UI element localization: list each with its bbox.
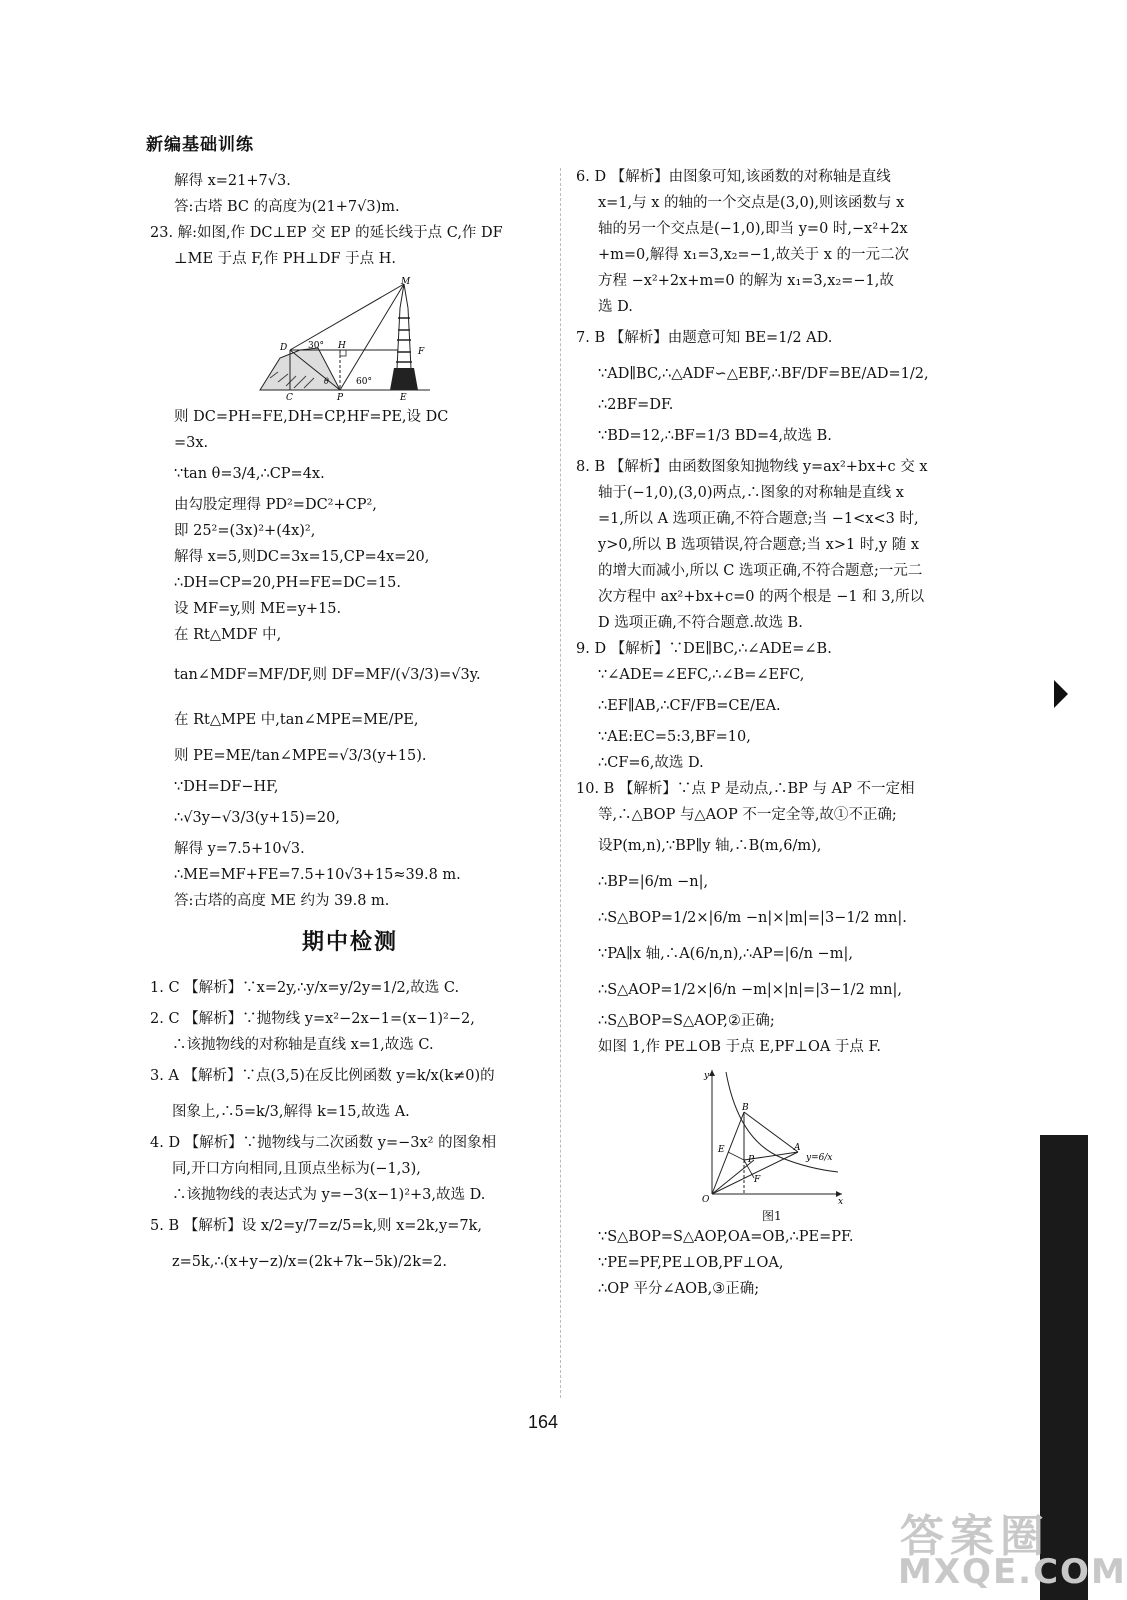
- text-line: =3x.: [174, 435, 209, 451]
- column-divider: [560, 168, 561, 1398]
- text-line: 轴于(−1,0),(3,0)两点,∴图象的对称轴是直线 x: [598, 485, 904, 501]
- text-line: 即 25²=(3x)²+(4x)²,: [174, 523, 316, 539]
- text-line: ∵AD∥BC,∴△ADF∽△EBF,∴BF/DF=BE/AD=1/2,: [598, 366, 929, 382]
- answer-5: 5. B 【解析】设 x/2=y/7=z/5=k,则 x=2k,y=7k,: [150, 1218, 483, 1234]
- text-line: ∵∠ADE=∠EFC,∴∠B=∠EFC,: [598, 667, 805, 683]
- text-line: ∴CF=6,故选 D.: [598, 755, 704, 771]
- tower-figure: [260, 277, 430, 403]
- running-header: 新编基础训练: [146, 135, 254, 155]
- text-line: =1,所以 A 选项正确,不符合题意;当 −1<x<3 时,: [598, 511, 919, 527]
- text-line: 由勾股定理得 PD²=DC²+CP²,: [174, 497, 377, 513]
- label-y-axis: y: [704, 1071, 710, 1081]
- label-x-axis: x: [838, 1197, 844, 1207]
- label-P: P: [337, 393, 344, 403]
- label-O: O: [702, 1195, 710, 1205]
- problem-23-line: 23. 解:如图,作 DC⊥EP 交 EP 的延长线于点 C,作 DF: [150, 225, 503, 241]
- text-line: ∴DH=CP=20,PH=FE=DC=15.: [174, 575, 401, 591]
- text-line: ∵BD=12,∴BF=1/3 BD=4,故选 B.: [598, 428, 832, 444]
- text-line: ∵DH=DF−HF,: [174, 779, 279, 795]
- label-F: F: [418, 347, 425, 357]
- watermark-line1: 答案圈: [900, 1511, 1050, 1562]
- label-theta: θ: [324, 377, 329, 386]
- label-H: H: [338, 341, 346, 351]
- label-B: B: [742, 1103, 749, 1113]
- text-line: ∴OP 平分∠AOB,③正确;: [598, 1281, 760, 1297]
- text-line: 解得 x=5,则DC=3x=15,CP=4x=20,: [174, 549, 430, 565]
- answer-4: 4. D 【解析】∵抛物线与二次函数 y=−3x² 的图象相: [150, 1135, 497, 1151]
- answer-7: 7. B 【解析】由题意可知 BE=1/2 AD.: [576, 330, 833, 346]
- text-line: ⊥ME 于点 F,作 PH⊥DF 于点 H.: [174, 251, 397, 267]
- text-line: 图象上,∴5=k/3,解得 k=15,故选 A.: [172, 1104, 410, 1120]
- text-line: ∴S△BOP=1/2×|6/m −n|×|m|=|3−1/2 mn|.: [598, 910, 907, 926]
- text-line: 次方程中 ax²+bx+c=0 的两个根是 −1 和 3,所以: [598, 589, 925, 605]
- text-line: 如图 1,作 PE⊥OB 于点 E,PF⊥OA 于点 F.: [598, 1039, 881, 1055]
- text-line: 在 Rt△MDF 中,: [174, 627, 282, 643]
- watermark: [890, 1500, 1127, 1596]
- text-line: 同,开口方向相同,且顶点坐标为(−1,3),: [172, 1161, 421, 1177]
- right-column: [576, 164, 978, 1302]
- text-line: 的增大而减小,所以 C 选项正确,不符合题意;一元二: [598, 563, 923, 579]
- text-line: 则 DC=PH=FE,DH=CP,HF=PE,设 DC: [174, 409, 449, 425]
- text-line: ∵PE=PF,PE⊥OB,PF⊥OA,: [598, 1255, 784, 1271]
- text-line: ∴该抛物线的表达式为 y=−3(x−1)²+3,故选 D.: [172, 1187, 486, 1203]
- text-line: ∴√3y−√3/3(y+15)=20,: [174, 810, 340, 826]
- text-line: ∴EF∥AB,∴CF/FB=CE/EA.: [598, 698, 781, 714]
- text-line: tan∠MDF=MF/DF,则 DF=MF/(√3/3)=√3y.: [174, 667, 481, 683]
- text-line: ∵AE:EC=5:3,BF=10,: [598, 729, 751, 745]
- answer-3: 3. A 【解析】∵点(3,5)在反比例函数 y=k/x(k≠0)的: [150, 1068, 495, 1084]
- answer-6: 6. D 【解析】由图象可知,该函数的对称轴是直线: [576, 169, 891, 185]
- text-line: 答:古塔 BC 的高度为(21+7√3)m.: [174, 199, 400, 215]
- text-line: ∴BP=|6/m −n|,: [598, 874, 709, 890]
- left-column: [150, 168, 550, 1280]
- text-line: 轴的另一个交点是(−1,0),即当 y=0 时,−x²+2x: [598, 221, 908, 237]
- label-A: A: [794, 1143, 801, 1153]
- text-line: ∴S△BOP=S△AOP,②正确;: [598, 1013, 775, 1029]
- text-line: 解得 y=7.5+10√3.: [174, 841, 305, 857]
- text-line: ∵PA∥x 轴,∴A(6/n,n),∴AP=|6/n −m|,: [598, 946, 853, 962]
- text-line: x=1,与 x 的轴的一个交点是(3,0),则该函数与 x: [598, 195, 905, 211]
- label-30deg: 30°: [308, 341, 324, 351]
- text-line: D 选项正确,不符合题意.故选 B.: [598, 615, 803, 631]
- section-title: 期中检测: [301, 930, 398, 955]
- text-line: 则 PE=ME/tan∠MPE=√3/3(y+15).: [174, 748, 427, 764]
- text-line: ∵S△BOP=S△AOP,OA=OB,∴PE=PF.: [598, 1229, 854, 1245]
- text-line: ∴2BF=DF.: [598, 397, 674, 413]
- label-function: y=6/x: [806, 1153, 833, 1163]
- page-number: 164: [528, 1412, 559, 1432]
- label-P2: P: [748, 1155, 755, 1165]
- figure-caption: 图1: [762, 1209, 782, 1223]
- label-E: E: [400, 393, 407, 403]
- text-line: ∵tan θ=3/4,∴CP=4x.: [174, 466, 325, 482]
- label-60deg: 60°: [356, 377, 372, 387]
- arrow-marker-icon: [1054, 680, 1068, 708]
- text-line: ∴ME=MF+FE=7.5+10√3+15≈39.8 m.: [174, 867, 461, 883]
- watermark-line2: MXQE.COM: [898, 1552, 1127, 1592]
- answer-1: 1. C 【解析】∵x=2y,∴y/x=y/2y=1/2,故选 C.: [150, 980, 460, 996]
- text-line: 答:古塔的高度 ME 约为 39.8 m.: [174, 893, 390, 909]
- text-line: 方程 −x²+2x+m=0 的解为 x₁=3,x₂=−1,故: [598, 273, 894, 289]
- label-M: M: [401, 277, 411, 287]
- text-line: 解得 x=21+7√3.: [174, 173, 291, 189]
- text-line: 等,∴△BOP 与△AOP 不一定全等,故①不正确;: [598, 807, 897, 823]
- answer-10: 10. B 【解析】∵点 P 是动点,∴BP 与 AP 不一定相: [576, 781, 915, 797]
- text-line: 在 Rt△MPE 中,tan∠MPE=ME/PE,: [174, 712, 419, 728]
- text-line: z=5k,∴(x+y−z)/x=(2k+7k−5k)/2k=2.: [172, 1254, 447, 1270]
- label-C: C: [286, 393, 293, 403]
- text-line: 设P(m,n),∵BP∥y 轴,∴B(m,6/m),: [598, 838, 822, 854]
- text-line: 选 D.: [598, 299, 633, 315]
- answer-2: 2. C 【解析】∵抛物线 y=x²−2x−1=(x−1)²−2,: [150, 1011, 475, 1027]
- label-E2: E: [718, 1145, 725, 1155]
- label-D: D: [280, 343, 288, 353]
- text-line: 设 MF=y,则 ME=y+15.: [174, 601, 342, 617]
- text-line: y>0,所以 B 选项错误,符合题意;当 x>1 时,y 随 x: [598, 537, 920, 553]
- hyperbola-figure: [682, 1066, 852, 1206]
- answer-9: 9. D 【解析】∵DE∥BC,∴∠ADE=∠B.: [576, 641, 832, 657]
- label-F2: F: [754, 1175, 761, 1185]
- answer-8: 8. B 【解析】由函数图象知抛物线 y=ax²+bx+c 交 x: [576, 459, 928, 475]
- text-line: ∴S△AOP=1/2×|6/n −m|×|n|=|3−1/2 mn|,: [598, 982, 902, 998]
- text-line: ∴该抛物线的对称轴是直线 x=1,故选 C.: [172, 1037, 434, 1053]
- text-line: +m=0,解得 x₁=3,x₂=−1,故关于 x 的一元二次: [598, 247, 909, 263]
